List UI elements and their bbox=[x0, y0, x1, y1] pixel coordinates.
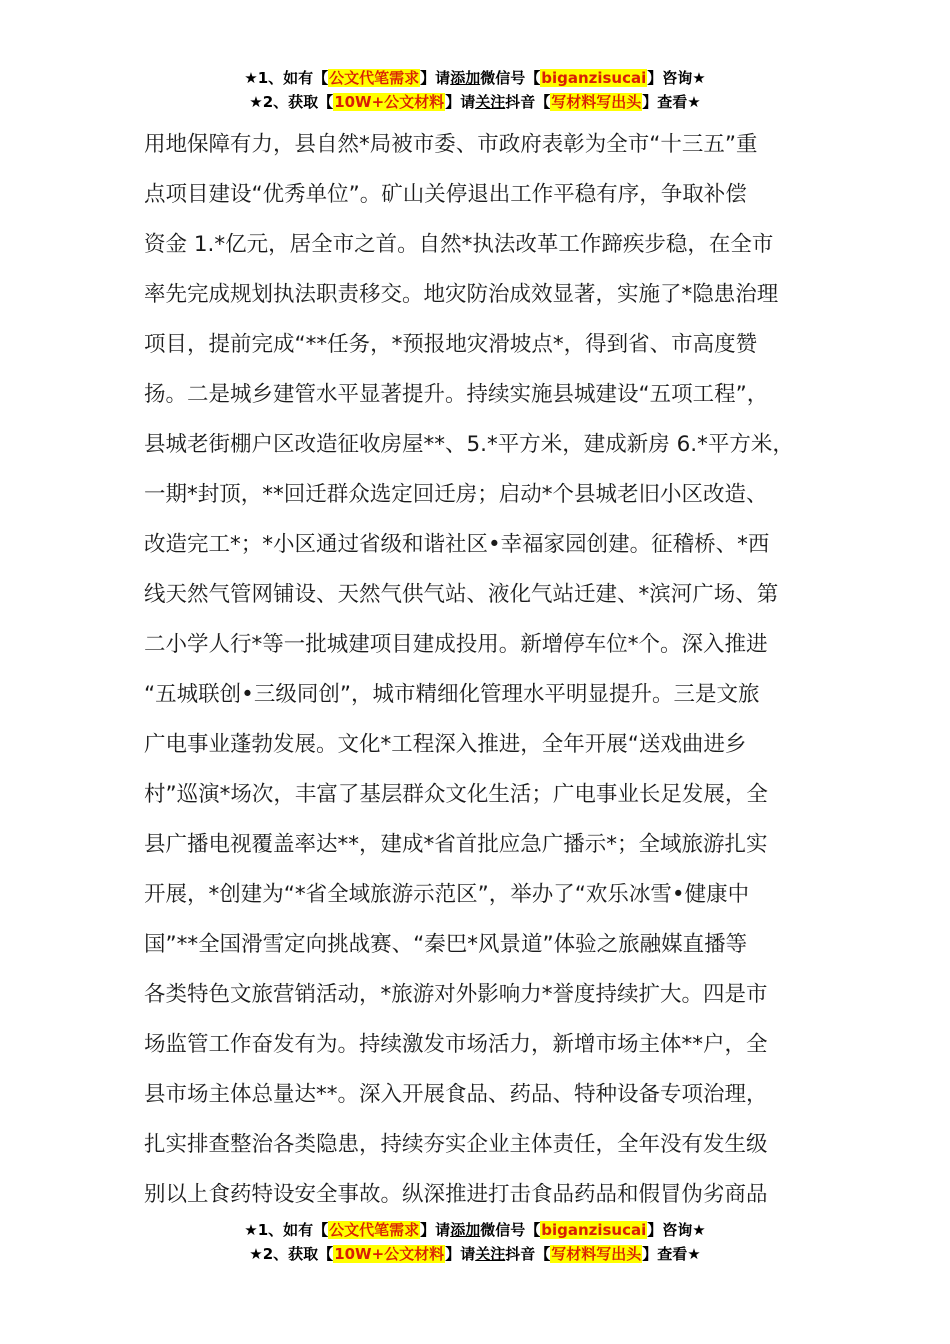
body-line: 改造完工*；*小区通过省级和谐社区•幸福家园创建。征稽桥、*西 bbox=[144, 532, 770, 557]
banner-text: 】查看★ bbox=[642, 93, 701, 111]
body-line: 开展，*创建为“*省全域旅游示范区”，举办了“欢乐冰雪•健康中 bbox=[144, 882, 750, 907]
banner-text: ★1、如有【 bbox=[244, 1221, 329, 1239]
highlight-service-text: 公文代笔需求 bbox=[329, 1221, 420, 1239]
body-line: 线天然气管网铺设、天然气供气站、液化气站迁建、*滨河广场、第 bbox=[144, 582, 779, 607]
header-banner-line-2 bbox=[0, 90, 950, 114]
highlight-material-text: 10W+公文材料 bbox=[334, 1245, 445, 1263]
body-line: 别以上食药特设安全事故。纵深推进打击食品药品和假冒伪劣商品 bbox=[144, 1182, 768, 1207]
header-banner bbox=[0, 66, 950, 114]
emphasis-text: 关注 bbox=[475, 1245, 506, 1263]
banner-text: 】咨询★ bbox=[647, 1221, 706, 1239]
body-line: 点项目建设“优秀单位”。矿山关停退出工作平稳有序，争取补偿 bbox=[144, 182, 747, 207]
wechat-id: biganzisucai bbox=[541, 69, 647, 87]
body-line: 资金 1.*亿元，居全市之首。自然*执法改革工作蹄疾步稳，在全市 bbox=[144, 232, 774, 257]
douyin-account: 写材料写出头 bbox=[551, 93, 642, 111]
body-line: 县城老街棚户区改造征收房屋**、5.*平方米，建成新房 6.*平方米， bbox=[144, 432, 794, 457]
body-line: 广电事业蓬勃发展。文化*工程深入推进，全年开展“送戏曲进乡 bbox=[144, 732, 747, 757]
banner-text: 微信号【 bbox=[480, 1221, 541, 1239]
body-line: 一期*封顶，**回迁群众选定回迁房；启动*个县城老旧小区改造、 bbox=[144, 482, 768, 507]
douyin-account: 写材料写出头 bbox=[551, 1245, 642, 1263]
body-line: 各类特色文旅营销活动，*旅游对外影响力*誉度持续扩大。四是市 bbox=[144, 982, 768, 1007]
banner-text: 抖音【 bbox=[505, 93, 551, 111]
body-line: “五城联创•三级同创”，城市精细化管理水平明显提升。三是文旅 bbox=[144, 682, 760, 707]
body-line: 国”**全国滑雪定向挑战赛、“秦巴*风景道”体验之旅融媒直播等 bbox=[144, 932, 748, 957]
banner-text: 】咨询★ bbox=[647, 69, 706, 87]
banner-text: 】请 bbox=[445, 93, 476, 111]
banner-text: ★2、获取【 bbox=[249, 93, 334, 111]
banner-text: ★1、如有【 bbox=[244, 69, 329, 87]
footer-banner bbox=[0, 1218, 950, 1266]
highlight-service-text: 公文代笔需求 bbox=[329, 69, 420, 87]
banner-text: 】请 bbox=[445, 1245, 476, 1263]
body-line: 县广播电视覆盖率达**，建成*省首批应急广播示*；全域旅游扎实 bbox=[144, 832, 768, 857]
body-line: 项目，提前完成“**任务，*预报地灾滑坡点*，得到省、市高度赞 bbox=[144, 332, 758, 357]
wechat-id: biganzisucai bbox=[541, 1221, 647, 1239]
body-line: 用地保障有力，县自然*局被市委、市政府表彰为全市“十三五”重 bbox=[144, 132, 758, 157]
emphasis-text: 关注 bbox=[475, 93, 506, 111]
banner-text: 微信号【 bbox=[480, 69, 541, 87]
body-line: 县市场主体总量达**。深入开展食品、药品、特种设备专项治理， bbox=[144, 1082, 768, 1107]
body-line: 率先完成规划执法职责移交。地灾防治成效显著，实施了*隐患治理 bbox=[144, 282, 779, 307]
body-line: 扎实排查整治各类隐患，持续夯实企业主体责任，全年没有发生级 bbox=[144, 1132, 768, 1157]
banner-text: ★2、获取【 bbox=[249, 1245, 334, 1263]
footer-banner-line-2 bbox=[0, 1242, 950, 1266]
banner-text: 】查看★ bbox=[642, 1245, 701, 1263]
banner-text: 】请 bbox=[420, 1221, 451, 1239]
body-line: 场监管工作奋发有为。持续激发市场活力，新增市场主体**户，全 bbox=[144, 1032, 768, 1057]
header-banner-line-1 bbox=[0, 66, 950, 90]
body-line: 村”巡演*场次，丰富了基层群众文化生活；广电事业长足发展，全 bbox=[144, 782, 768, 807]
emphasis-text: 添加 bbox=[450, 69, 481, 87]
document-body bbox=[144, 120, 824, 1220]
footer-banner-line-1 bbox=[0, 1218, 950, 1242]
body-line: 扬。二是城乡建管水平显著提升。持续实施县城建设“五项工程”， bbox=[144, 382, 769, 407]
body-line: 二小学人行*等一批城建项目建成投用。新增停车位*个。深入推进 bbox=[144, 632, 768, 657]
emphasis-text: 添加 bbox=[450, 1221, 481, 1239]
highlight-material-text: 10W+公文材料 bbox=[334, 93, 445, 111]
banner-text: 】请 bbox=[420, 69, 451, 87]
banner-text: 抖音【 bbox=[505, 1245, 551, 1263]
